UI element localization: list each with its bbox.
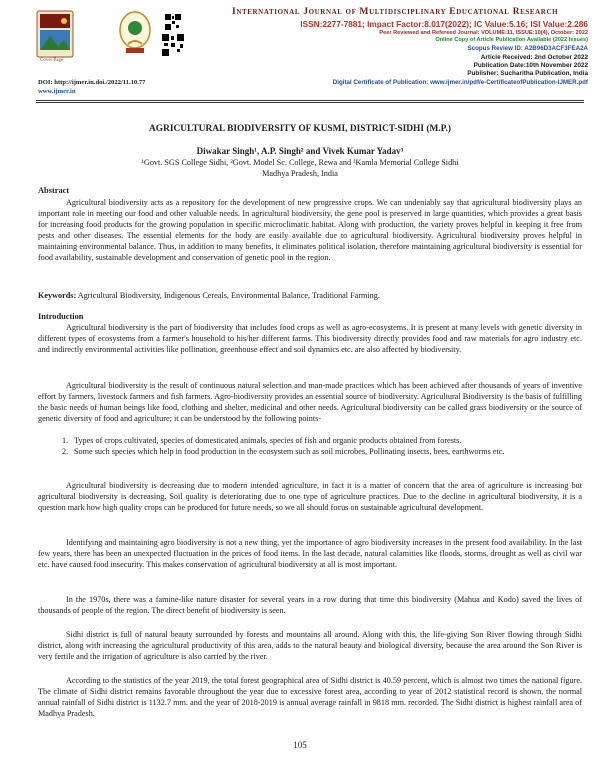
author-list: Diwakar Singh¹, A.P. Singh² and Vivek Kumar Yadav³ [196, 146, 404, 156]
publisher-emblem [116, 8, 154, 56]
article-title: AGRICULTURAL BIODIVERSITY OF KUSMI, DISTRICT-SIDHI (M.P.) [149, 124, 451, 134]
publisher-line: Publisher: Sucharitha Publication, India [467, 70, 588, 77]
list-item: 2. Some such species which help in food production in the ecosystem such as soil microbes, Pollinating insects, bees, earthworms etc. [62, 447, 505, 456]
keywords: Keywords: Agricultural Biodiversity, Indigenous Cereals, Environmental Balance, Traditional Farming. [38, 291, 380, 300]
certificate-link[interactable]: Digital Certificate of Publication: www.ijmer.in/pdf/e-CertificateofPublication-IJMER.pdf [332, 79, 588, 86]
doi-link[interactable]: DOI: http://ijmer.in.doi./2022/11.10.77 [38, 79, 146, 86]
paragraph: Agricultural biodiversity is the part of biodiversity that includes food crops as well as agro-ecosystems. It is present at many levels with genetic diversity in different types of ecosystems from a farmer's household to his/her different farms. This biodiversity directly provides food and raw materials for agro industry etc. and indirectly environmental activities like pollination, greenhouse effect and soil dynamics etc. are also affected by biodiversity. [38, 323, 582, 354]
list-item: 1. Types of crops cultivated, species of domesticated animals, species of fish and organic products obtained from forests. [62, 436, 462, 445]
peer-reviewed-line: Peer Reviewed and Refereed Journal: VOLUME:11, ISSUE:10(4), October: 2022 [379, 30, 588, 36]
header-divider [36, 100, 584, 101]
scopus-line: Scopus Review ID: A2B96D3ACF3FEA2A [467, 45, 588, 52]
abstract-heading: Abstract [38, 186, 70, 195]
paragraph: Agricultural biodiversity is the result of continuous natural selection and man-made practices which has been achieved after thousands of years of inventive effort by farmers, livestock farmers and fish farmers. Agro-biodiversity provides an essential source of biodiversity. Agricultural Biodiversity is the basis of fulfilling the basic needs of human beings like food, clothing and shelter, medicinal and other needs. Agricultural biodiversity can be called grass biodiversity or the source of genetic diversity of food and agriculture; it can be understood by the following points- [38, 381, 582, 423]
page-number: 105 [293, 740, 307, 750]
cover-page-label: Cover Page [40, 58, 64, 63]
header-divider [36, 102, 584, 103]
website-link[interactable]: www.ijmer.in [38, 88, 76, 95]
issn-line: ISSN:2277-7881; Impact Factor:8.017(2022); IC Value:5.16; ISI Value:2.286 [300, 19, 588, 29]
paragraph: In the 1970s, there was a famine-like nature disaster for several years in a row during that time this biodiversity (Mahua and Kodo) saved the lives of thousands of people of the region. The direct benefit of biodiversity is seen. [38, 595, 582, 615]
journal-title: International Journal of Multidisciplinary Educational Research [232, 6, 559, 17]
qr-code-icon [162, 34, 184, 56]
journal-logo [36, 10, 74, 58]
publication-date: Publication Date:10th November 2022 [473, 62, 588, 69]
paragraph: According to the statistics of the year 2019, the total forest geographical area of Sidhi district is 40.59 percent, which is almost two times the national figure. The climate of Sidhi district remains favorable throughout the year due to excessive forest area, according to year of 2012 statistical record is shown, the normal annual rainfall of Sidhi district is 1132.7 mm. and the year of 2018-2019 is annual average rainfall in 9818 mm. recorded. The Sidhi district is highest rainfall area of Madhya Pradesh. [38, 676, 582, 718]
abstract-paragraph: Agricultural biodiversity acts as a repository for the development of new progressive crops. We can undeniably say that agricultural biodiversity plays an important role in meeting our food and other valuable needs. In agricultural biodiversity, the gene pool is preserved in large quantities, which provides a great basis for increasing food products for the growing population in specific microclimatic habitat. Along with production, the variety proves helpful in keeping it free from pests and other diseases. The essential elements for the body are easily available due to agricultural biodiversity. Agricultural biodiversity proves helpful in maintaining environmental balance. Thus, in addition to many benefits, it eliminates political isolation, therefore maintaining agricultural biodiversity is essential for food availability, sustainable development and conservation of genetic pool in the region. [38, 198, 582, 262]
affiliations [0, 157, 600, 179]
paragraph: Identifying and maintaining agro biodiversity is not a new thing, yet the importance of agro biodiversity increases in the present food availability. In the last few years, there has been an unexpected fluctuation in the prices of food items. In the last decade, natural calamities like floods, storms, drought as well as civil war etc. have caused food insecurity. This makes conservation of agricultural biodiversity at all is most important. [38, 538, 582, 569]
affiliation-line: ¹Govt. SGS College Sidhi, ²Govt. Model Sc. College, Rewa and ³Kamla Memorial College Sidhi [141, 158, 459, 167]
online-copy-line: Online Copy of Article Publication Available (2022 Issues) [435, 37, 588, 43]
paragraph: Sidhi district is full of natural beauty surrounded by forests and mountains all around. Along with this, the life-giving Son River flowing through Sidhi district, along with increasing the agricultural productivity of this area, adds to the natural beauty and biological diversity, because the area around the Son River is very fertile and the irrigation of agriculture is also carried by the river. [38, 630, 582, 661]
qr-code-icon [165, 14, 181, 30]
affiliation-line: Madhya Pradesh, India [262, 169, 338, 178]
received-date: Article Received: 2nd October 2022 [480, 54, 588, 61]
introduction-heading: Introduction [38, 312, 84, 321]
paragraph: Agricultural biodiversity is decreasing due to modern intended agriculture, in fact it is a matter of concern that the area of agriculture is increasing but agricultural biodiversity is decreasing. Soil quality is deteriorating due to one type of agriculture practices. Due to the decline in agricultural biodiversity, it is a question mark how high quality crops can be produced for future needs, so we all should focus on sustainable agricultural development. [38, 481, 582, 512]
